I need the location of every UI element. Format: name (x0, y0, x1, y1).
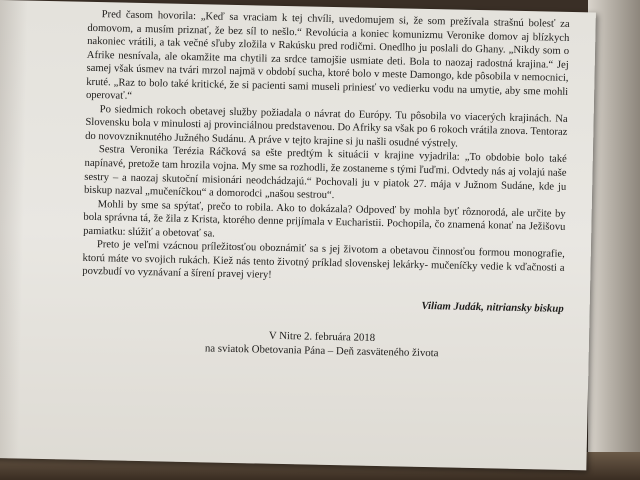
paragraph-4: Mohli by sme sa spýtať, prečo to robila. Ako to dokázala? Odpoveď by mohla byť rôznorodá, ale určite by bola správna tá, že žila z Krista, ktorého denne prijímala v Eucharistii. Pochopila, čo znamená konať na Ježišovu pamiatku: slúžiť a obetovať sa. (83, 198, 566, 240)
page-text (81, 8, 570, 364)
occasion: na sviatok Obetovania Pána – Deň zasväteného života (204, 342, 439, 360)
place-date: V Nitre 2. februára 2018 (268, 330, 376, 345)
paragraph-1: Pred časom hovorila: „Keď sa vraciam k tej chvíli, uvedomujem si, že som prežívala strašnú bolesť za domovom, a musím priznať, že bez síl to nešlo.“ Revolúcia a koniec komunizmu Veronike domov aj blízkych nakoniec vrátili, a tak večné sľuby zložila v Rakúsku pred rodičmi. Onedlho ju poslali do Ghany. „Nikdy som o Afrike nesnívala, ale okamžite ma chytili za srdce tamojšie usmiate deti. Bola to naozaj radostná krajina.“ Jej samej však úsmev na tvári mrzol najmä v období sucha, ktoré bolo v meste Damongo, kde pôsobila v nemocnici, kruté. „Raz to bolo také kritické, že si pacienti sami museli priniesť vo vedierku vodu na umytie, aby sme mohli operovať.“ (85, 9, 570, 103)
background-right (588, 0, 640, 480)
page-curl-shadow (0, 0, 28, 458)
paragraph-3: Sestra Veronika Terézia Ráčková sa ešte predtým k situácii v krajine vyjadrila: „To obdobie bolo také napínavé, pretože tam hrozila vojna. My sme sa rozhodli, že zostaneme s tými ľuďmi. Odvtedy nás aj volajú naše sestry – a naozaj skutoční misionári neodchádzajú.“ Pochovali ju v piatok 27. mája v Južnom Sudáne, kde ju biskup nazval „mučeníčkou“ a domorodci „našou sestrou“. (83, 144, 567, 202)
signature: Viliam Judák, nitriansky biskup (421, 299, 564, 315)
paragraph-2: Po siedmich rokoch obetavej služby požiadala o návrat do Európy. Tu pôsobila vo viacerých krajinách. Na Slovensku bola v minulosti aj provinciálnou predstavenou. Do Afriky sa však po 6 rokoch vrátila znova. Tentoraz do novovzniknutého Južného Sudánu. A práve v tejto krajine si ju našli osudné výstrely. (85, 103, 568, 150)
paragraph-5: Preto je veľmi vzácnou príležitosťou oboznámiť sa s jej životom a obetavou činnosťou formou monografie, ktorú máte vo svojich rukách. Kiež nás tento životný príklad slovenskej lekárky- mučeníčky vedie k vďačnosti a povzbudí vo vyznávaní a šírení pravej viery! (82, 239, 565, 282)
